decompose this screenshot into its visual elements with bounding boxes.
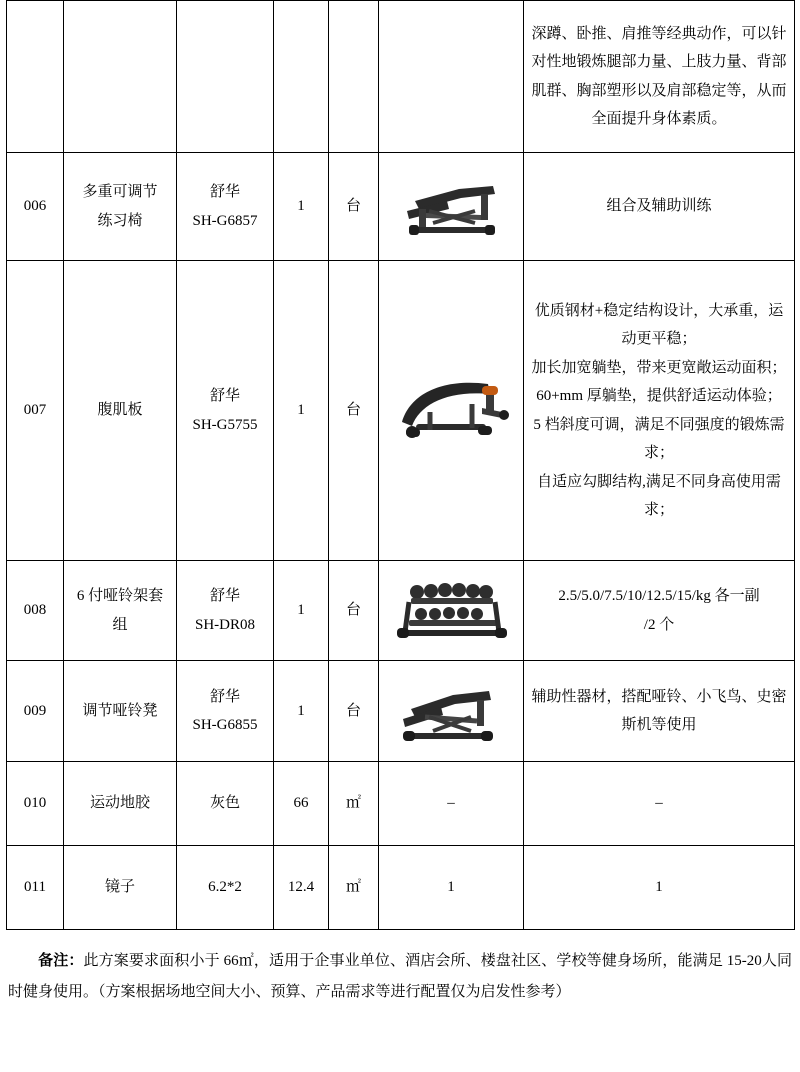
row-image: 1 [379,846,524,930]
row-desc [524,561,795,661]
row-brand-line1: 舒华 [209,388,240,404]
dumbbell-bench-icon [385,675,517,747]
row-unit: 台 [329,561,379,661]
dumbbell-rack-icon [385,576,517,646]
row-qty: 1 [274,153,329,261]
row-no: 006 [7,153,64,261]
adjustable-bench-icon [385,171,517,243]
desc-line: 求； [643,502,674,518]
row-brand [177,261,274,561]
row-image: – [379,762,524,846]
row-no [7,1,64,153]
row-name [64,153,177,261]
row-brand [177,561,274,661]
desc-line: 加长加宽躺垫，带来更宽敞运动面积； [531,359,787,376]
table-row [7,846,795,930]
desc-line: 组合及辅助训练 [606,198,712,215]
row-desc [524,661,795,762]
ab-bench-icon [385,368,517,454]
row-qty: 66 [274,762,329,846]
row-name-line1: 6 付哑铃架套 [76,588,164,604]
table-row [7,1,795,153]
row-name [64,561,177,661]
row-brand [177,661,274,762]
row-name: 调节哑铃凳 [64,661,177,762]
row-name: 腹肌板 [64,261,177,561]
footer-note-line2: 人同时健身使用。（方案根据场地空间大小、预算、产品需求等进行配置仅为启发性参考） [8,953,792,1000]
desc-line: 对性地锻炼腿部力量、上肢力量、背部 [531,54,787,70]
desc-line: 优质钢材+稳定结构设计，大承重，运 [534,302,784,319]
row-desc [524,1,795,153]
desc-line: 肌群、胸部塑形以及肩部稳定等，从而 [531,82,787,99]
row-brand [177,153,274,261]
desc-line: 自适应勾脚结构,满足不同身高使用需 [537,473,781,490]
row-brand-line1: 舒华 [209,588,240,604]
table-row [7,561,795,661]
desc-line: 全面提升身体素质。 [591,111,727,127]
row-brand [177,1,274,153]
table-row [7,261,795,561]
row-unit: ㎡ [329,846,379,930]
row-name-line1: 多重可调节 [82,184,158,200]
row-desc: – [524,762,795,846]
desc-line: 动更平稳； [621,331,697,347]
table-row [7,661,795,762]
row-image [379,561,524,661]
desc-line: 深蹲、卧推、肩推等经典动作，可以针 [531,25,787,42]
row-brand-line2: SH-G5755 [192,416,258,433]
footer-note [6,946,794,1008]
row-brand-line2: SH-G6857 [192,212,258,229]
row-qty: 12.4 [274,846,329,930]
footer-note-line1: 此方案要求面积小于 66㎡，适用于企事业单位、酒店会所、楼盘社区、学校等健身场所，能满足 15-20 [83,953,762,969]
row-brand: 6.2*2 [177,846,274,930]
row-desc [524,153,795,261]
row-qty: 1 [274,261,329,561]
row-image [379,153,524,261]
footer-note-label: 备注： [38,953,84,969]
row-brand-line2: SH-DR08 [194,616,255,633]
row-unit: 台 [329,261,379,561]
table-row [7,762,795,846]
row-qty: 1 [274,561,329,661]
row-unit: ㎡ [329,762,379,846]
row-no: 008 [7,561,64,661]
row-no: 011 [7,846,64,930]
row-no: 010 [7,762,64,846]
row-brand-line2: SH-G6855 [192,717,258,733]
row-unit: 台 [329,661,379,762]
table-row [7,153,795,261]
row-name-line2: 组 [112,616,128,633]
row-image [379,661,524,762]
row-desc [524,261,795,561]
row-image [379,1,524,153]
row-brand-line1: 舒华 [209,184,240,200]
row-qty [274,1,329,153]
row-qty: 1 [274,661,329,762]
row-name: 运动地胶 [64,762,177,846]
desc-line: 2.5/5.0/7.5/10/12.5/15/kg 各一副 [558,588,760,604]
row-brand: 灰色 [177,762,274,846]
row-no: 007 [7,261,64,561]
desc-line: 5 档斜度可调，满足不同强度的锻炼需 [533,416,785,433]
row-brand-line1: 舒华 [209,688,240,705]
row-desc: 1 [524,846,795,930]
row-image [379,261,524,561]
row-unit: 台 [329,153,379,261]
row-name: 镜子 [64,846,177,930]
desc-line: 辅助性器材，搭配哑铃、小飞鸟、史密 [531,688,787,705]
desc-line: /2 个 [643,616,675,633]
desc-line: 求； [643,445,674,461]
row-name-line2: 练习椅 [97,212,143,229]
row-no: 009 [7,661,64,762]
row-name [64,1,177,153]
desc-line: 斯机等使用 [621,717,697,733]
desc-line: 60+mm 厚躺垫，提供舒适运动体验； [536,388,782,404]
equipment-table [6,0,795,930]
row-unit [329,1,379,153]
